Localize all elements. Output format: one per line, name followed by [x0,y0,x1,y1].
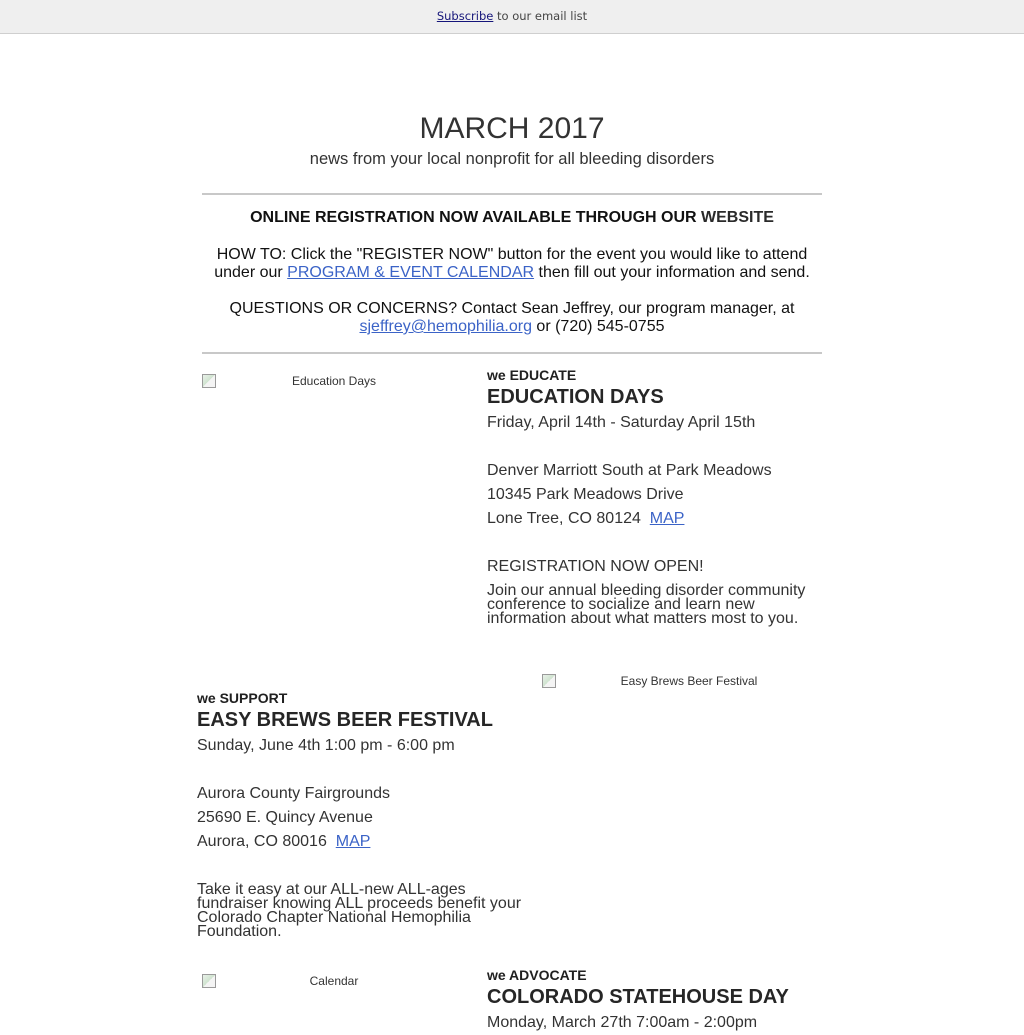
easy-brews-image [542,674,822,688]
event-description [197,883,532,939]
subscribe-link[interactable]: Subscribe [436,9,494,23]
event-street: 25690 E. Quincy Avenue [197,809,373,826]
description-line: Take it easy at our ALL-new ALL-ages [197,881,466,898]
event-eyebrow: we SUPPORT [197,690,288,706]
registration-text: ONLINE REGISTRATION NOW AVAILABLE THROUGH OUR [250,209,702,226]
event-eyebrow: we EDUCATE [487,367,577,383]
questions-line-2 [180,318,844,336]
description-line: Foundation. [197,923,282,940]
subscribe-text: to our email list [493,9,588,23]
email-link[interactable]: sjeffrey@hemophilia.org [359,318,532,335]
image-alt-text: Easy Brews Beer Festival [620,674,758,688]
website-link[interactable]: WEBSITE [701,209,774,226]
description-line: Join our annual bleeding disorder community [487,582,806,599]
event-status: REGISTRATION NOW OPEN! [487,558,704,575]
event-description [487,584,822,626]
howto-line-2 [180,264,844,282]
subscribe-bar [0,0,1024,34]
event-date: Monday, March 27th 7:00am - 2:00pm [487,1014,758,1031]
broken-image-icon [202,374,216,388]
description-line: Colorado Chapter National Hemophilia [197,909,471,926]
event-title: COLORADO STATEHOUSE DAY [487,986,789,1008]
questions-text [180,300,844,336]
program-calendar-link[interactable]: PROGRAM & EVENT CALENDAR [287,264,535,281]
howto-text [180,246,844,282]
description-line: information about what matters most to you. [487,610,799,627]
event-city-line [487,507,822,531]
phone-text: or (720) 545-0755 [531,318,665,335]
event-title: EASY BREWS BEER FESTIVAL [197,709,493,731]
newsletter-subtitle: news from your local nonprofit for all bleeding disorders [309,150,715,168]
newsletter-title: MARCH 2017 [419,112,605,145]
broken-image-icon [542,674,556,688]
description-line: fundraiser knowing ALL proceeds benefit your [197,895,522,912]
divider-top [202,193,822,195]
event-venue: Aurora County Fairgrounds [197,785,390,802]
description-line: conference to socialize and learn new [487,596,755,613]
map-link[interactable]: MAP [335,833,371,850]
event-date: Friday, April 14th - Saturday April 15th [487,414,756,431]
event-statehouse-day [487,967,822,1035]
event-city-line [197,830,532,854]
howto-line-1: HOW TO: Click the "REGISTER NOW" button for the event you would like to attend [216,246,808,263]
education-days-image [202,374,452,388]
event-easy-brews [197,690,532,939]
howto-post: then fill out your information and send. [534,264,810,281]
event-venue: Denver Marriott South at Park Meadows [487,462,772,479]
map-link[interactable]: MAP [649,510,685,527]
divider-bottom [202,352,822,354]
event-city: Aurora, CO 80016 [197,833,327,850]
event-street: 10345 Park Meadows Drive [487,486,684,503]
registration-notice [180,209,844,227]
event-city: Lone Tree, CO 80124 [487,510,641,527]
event-date: Sunday, June 4th 1:00 pm - 6:00 pm [197,737,455,754]
image-alt-text: Calendar [309,974,359,988]
event-education-days [487,367,822,626]
broken-image-icon [202,974,216,988]
image-alt-text: Education Days [291,374,377,388]
event-eyebrow: we ADVOCATE [487,967,587,983]
event-title: EDUCATION DAYS [487,386,664,408]
howto-pre: under our [214,264,288,281]
calendar-image [202,974,452,988]
questions-line-1: QUESTIONS OR CONCERNS? Contact Sean Jeffrey, our program manager, at [229,300,795,317]
